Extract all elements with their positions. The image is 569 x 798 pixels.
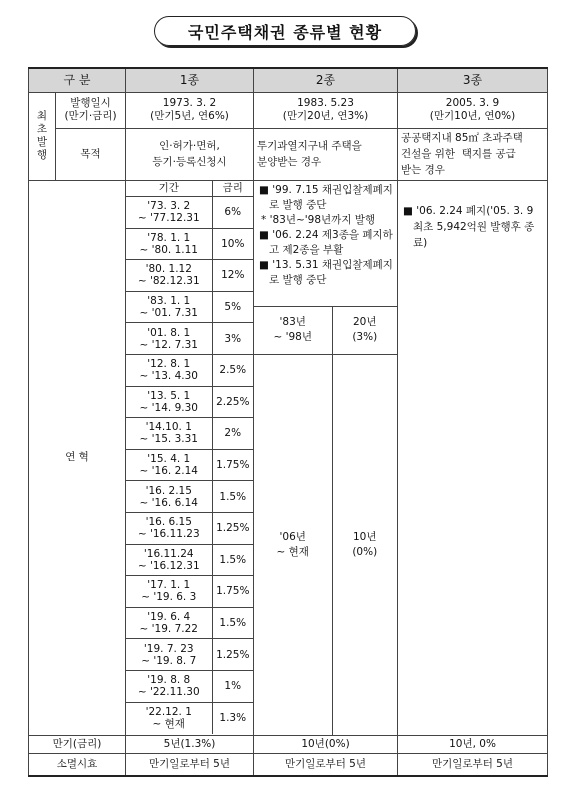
maturity-row <box>29 736 548 754</box>
type1-rate-row <box>126 481 253 513</box>
first-issue-date-row <box>29 92 548 128</box>
type1-rate-row <box>126 670 253 702</box>
type1-rate: 6% <box>212 197 253 229</box>
type1-period: '16.11.24 ~ '16.12.31 <box>126 544 212 576</box>
type2-rate: 10년 (0%) <box>332 354 397 735</box>
type1-period: '13. 5. 1 ~ '14. 9.30 <box>126 386 212 418</box>
type2-period: '83년 ~ '98년 <box>254 306 332 354</box>
type1-rate-row <box>126 197 253 229</box>
header-category: 구 분 <box>29 68 126 92</box>
type3-maturity: 10년, 0% <box>398 736 548 754</box>
type1-rate-row <box>126 544 253 576</box>
type1-rate: 5% <box>212 291 253 323</box>
type2-period: '06년 ~ 현재 <box>254 354 332 735</box>
type1-rate: 2.5% <box>212 354 253 386</box>
type1-rate-row <box>126 512 253 544</box>
type2-note <box>257 213 394 228</box>
type2-rate-row <box>254 354 397 735</box>
rate-header: 금리 <box>212 181 253 197</box>
type1-rate: 1.5% <box>212 544 253 576</box>
type1-rate-row <box>126 386 253 418</box>
type2-issue-date: 1983. 5.23 (만기20년, 연3%) <box>254 92 398 128</box>
type1-rate-row <box>126 639 253 671</box>
type2-rate-table <box>254 306 397 736</box>
type1-rate-row <box>126 702 253 734</box>
type1-rate: 2% <box>212 418 253 450</box>
type1-rate-header <box>126 181 253 197</box>
purpose-row <box>29 128 548 180</box>
type1-period: '19. 6. 4 ~ '19. 7.22 <box>126 607 212 639</box>
type1-issue-date: 1973. 3. 2 (만기5년, 연6%) <box>126 92 254 128</box>
page-title: 국민주택채권 종류별 현황 <box>154 16 416 46</box>
type2-note-text: '06. 2.24 제3종을 폐지하고 제2종을 부활 <box>269 228 393 256</box>
type1-rate: 1% <box>212 670 253 702</box>
header-type3: 3종 <box>398 68 548 92</box>
type1-rate: 1.75% <box>212 449 253 481</box>
type1-rate: 12% <box>212 260 253 292</box>
type3-purpose: 공공택지내 85㎡ 초과주택 건설을 위한 택지를 공급 받는 경우 <box>398 128 548 180</box>
type3-note <box>398 181 547 251</box>
type1-maturity: 5년(1.3%) <box>126 736 254 754</box>
type1-rate: 3% <box>212 323 253 355</box>
type1-period: '14.10. 1 ~ '15. 3.31 <box>126 418 212 450</box>
type2-history <box>254 180 398 736</box>
type2-note-bullet: ■ <box>259 183 269 196</box>
history-row <box>29 180 548 736</box>
type1-period: '15. 4. 1 ~ '16. 2.14 <box>126 449 212 481</box>
type1-period: '80. 1.12 ~ '82.12.31 <box>126 260 212 292</box>
type1-rate: 2.25% <box>212 386 253 418</box>
type1-rate-row <box>126 291 253 323</box>
type1-period: '16. 6.15 ~ '16.11.23 <box>126 512 212 544</box>
type1-rate-row <box>126 323 253 355</box>
type3-issue-date: 2005. 3. 9 (만기10년, 연0%) <box>398 92 548 128</box>
type1-history <box>126 180 254 736</box>
purpose-label: 목적 <box>56 128 126 180</box>
expiry-label: 소멸시효 <box>29 754 126 776</box>
type1-period: '83. 1. 1 ~ '01. 7.31 <box>126 291 212 323</box>
bond-status-table <box>28 67 548 777</box>
type1-period: '17. 1. 1 ~ '19. 6. 3 <box>126 576 212 608</box>
type1-period: '19. 8. 8 ~ '22.11.30 <box>126 670 212 702</box>
type2-expiry: 만기일로부터 5년 <box>254 754 398 776</box>
type1-rate: 1.3% <box>212 702 253 734</box>
issue-date-label: 발행일시 (만기·금리) <box>56 92 126 128</box>
header-type2: 2종 <box>254 68 398 92</box>
type2-rate-row <box>254 306 397 354</box>
type3-note-bullet: ■ <box>403 204 413 217</box>
type1-rate: 1.25% <box>212 639 253 671</box>
type2-note <box>257 258 394 288</box>
type1-rate: 1.5% <box>212 607 253 639</box>
type3-expiry: 만기일로부터 5년 <box>398 754 548 776</box>
type1-rate: 10% <box>212 228 253 260</box>
type1-rate-row <box>126 449 253 481</box>
type1-period: '16. 2.15 ~ '16. 6.14 <box>126 481 212 513</box>
type1-rate: 1.5% <box>212 481 253 513</box>
type2-maturity: 10년(0%) <box>254 736 398 754</box>
type3-history <box>398 180 548 736</box>
type1-rate-row <box>126 228 253 260</box>
type2-note-bullet: ■ <box>259 258 269 271</box>
type1-period: '73. 3. 2 ~ '77.12.31 <box>126 197 212 229</box>
type1-rate-row <box>126 354 253 386</box>
header-type1: 1종 <box>126 68 254 92</box>
type2-notes <box>254 181 397 306</box>
type2-note-text: '83년~'98년까지 발행 <box>269 213 376 226</box>
type2-note-bullet: ■ <box>259 228 269 241</box>
type1-rate: 1.75% <box>212 576 253 608</box>
maturity-label: 만기(금리) <box>29 736 126 754</box>
type1-rate-table <box>126 181 253 734</box>
header-row <box>29 68 548 92</box>
type1-rate-row <box>126 260 253 292</box>
type2-note-bullet: * <box>261 213 267 226</box>
type2-note-text: '13. 5.31 채권입찰제폐지로 발행 중단 <box>269 258 393 286</box>
type1-period: '01. 8. 1 ~ '12. 7.31 <box>126 323 212 355</box>
expiry-row <box>29 754 548 776</box>
period-header: 기간 <box>126 181 212 197</box>
type2-note-text: '99. 7.15 채권입찰제폐지로 발행 중단 <box>269 183 393 211</box>
type2-rate: 20년 (3%) <box>332 306 397 354</box>
history-label: 연 혁 <box>29 180 126 736</box>
type2-note <box>257 183 394 213</box>
type2-purpose: 투기과열지구내 주택을 분양받는 경우 <box>254 128 398 180</box>
type1-period: '12. 8. 1 ~ '13. 4.30 <box>126 354 212 386</box>
type1-rate-row <box>126 576 253 608</box>
type1-rate-row <box>126 607 253 639</box>
type3-note-text: '06. 2.24 폐지('05. 3. 9 최초 5,942억원 발행후 종료) <box>413 204 535 249</box>
type1-rate-row <box>126 418 253 450</box>
type1-period: '22.12. 1 ~ 현재 <box>126 702 212 734</box>
type1-period: '19. 7. 23 ~ '19. 8. 7 <box>126 639 212 671</box>
type1-rate: 1.25% <box>212 512 253 544</box>
type2-note <box>257 228 394 258</box>
first-issue-label: 최 초 발 행 <box>29 92 56 180</box>
type1-expiry: 만기일로부터 5년 <box>126 754 254 776</box>
type1-purpose: 인·허가·면허, 등기·등록신청시 <box>126 128 254 180</box>
type1-period: '78. 1. 1 ~ '80. 1.11 <box>126 228 212 260</box>
